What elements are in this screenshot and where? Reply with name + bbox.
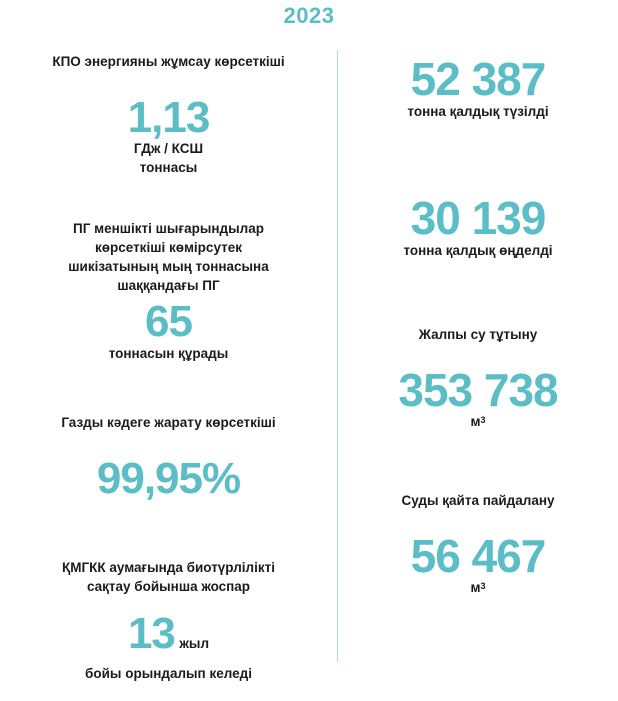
ghg-value: 65 [145, 297, 192, 346]
water-use-unit-text: м [470, 414, 481, 429]
ghg-label-line4: шаққандағы ПГ [117, 278, 220, 293]
kpo-energy-unit-line2: тоннасы [139, 160, 198, 175]
water-reuse-unit-text: м [470, 580, 481, 595]
waste-generated-label: тонна қалдық түзілді [407, 104, 549, 119]
biodiversity-value: 13 [127, 609, 175, 658]
biodiversity-value-row [0, 609, 337, 658]
ghg-unit: тоннасын құрады [108, 346, 229, 361]
biodiversity-value-unit: жыл [179, 636, 210, 651]
waste-processed-label: тонна қалдық өңделді [403, 243, 553, 258]
year-heading: 2023 [283, 3, 335, 28]
kpo-energy-unit-line1: ГДж / КСШ [133, 141, 204, 156]
water-use-unit-sup: 3 [480, 415, 486, 425]
kpo-energy-label: КПО энергияны жұмсау көрсеткіші [52, 54, 285, 69]
gas-utilization-label: Газды кәдеге жарату көрсеткіші [61, 415, 276, 430]
water-reuse-label: Суды қайта пайдалану [401, 493, 555, 508]
water-reuse-unit-sup: 3 [480, 581, 486, 591]
gas-utilization-value: 99,95% [96, 454, 241, 503]
waste-processed-value: 30 139 [410, 192, 546, 244]
ghg-label-line1: ПГ меншікті шығарындылар [73, 221, 264, 236]
water-reuse-unit [338, 579, 618, 597]
ghg-label-line3: шикізатының мың тоннасына [68, 259, 269, 274]
biodiversity-label-line2: сақтау бойынша жоспар [86, 579, 251, 594]
kpo-energy-value: 1,13 [127, 93, 210, 142]
ghg-label-line2: көрсеткіші көмірсутек [94, 240, 242, 255]
water-reuse-value: 56 467 [410, 530, 546, 582]
water-use-value: 353 738 [398, 364, 558, 416]
water-use-label: Жалпы су тұтыну [418, 327, 538, 342]
biodiversity-label-line1: ҚМГКК аумағында биотүрлілікті [61, 560, 275, 575]
waste-generated-value: 52 387 [410, 53, 546, 105]
water-use-unit [338, 413, 618, 431]
biodiversity-footer: бойы орындалып келеді [85, 666, 252, 681]
